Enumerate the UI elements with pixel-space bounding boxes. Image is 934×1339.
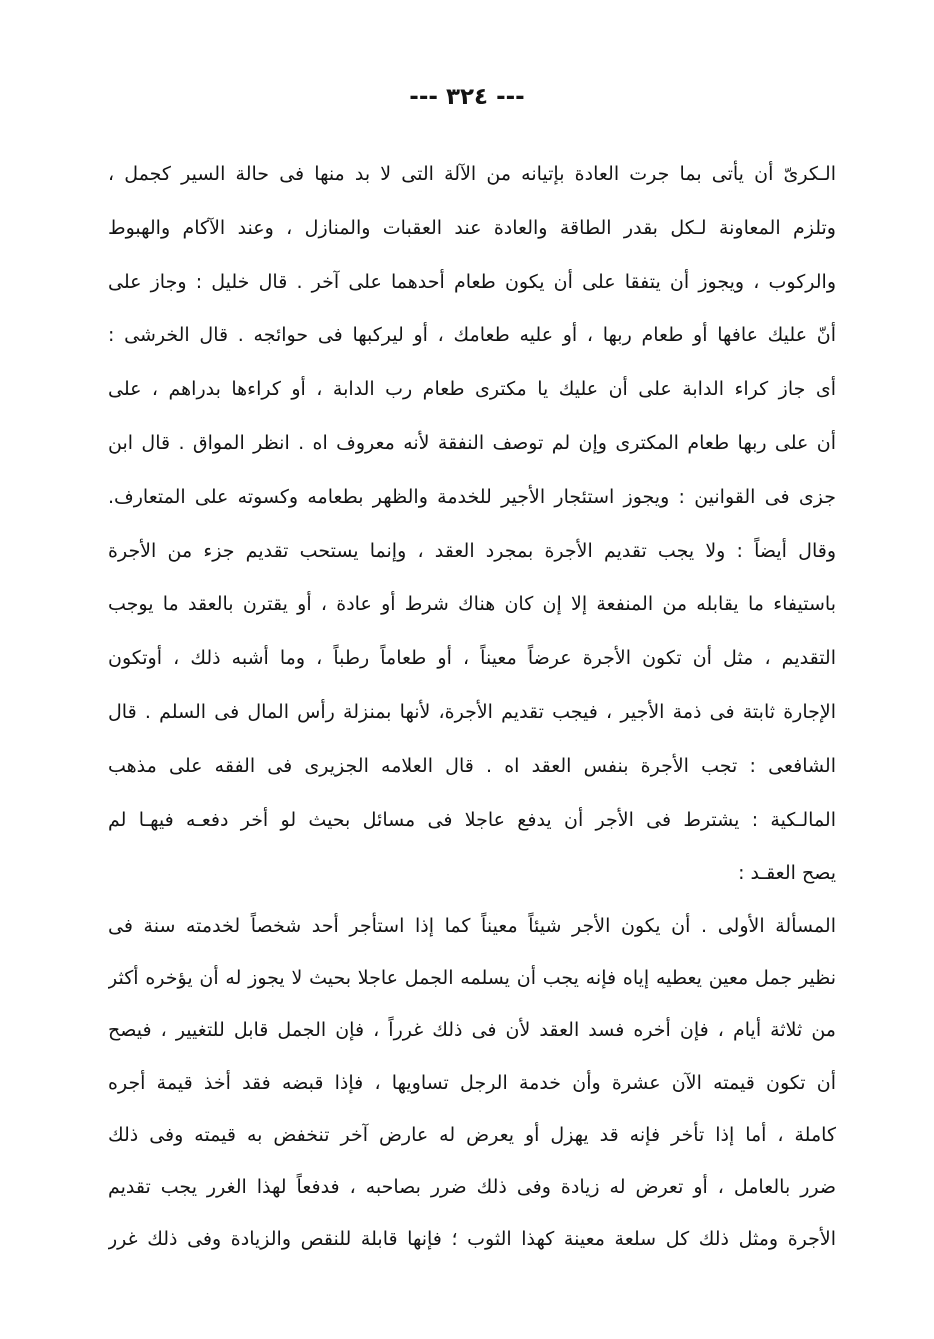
text-line: أنّ عليك عافها أو طعام ربها ، أو عليه طعامك ، أو ليركبها فى حوائجه . قال الخرشى : bbox=[108, 324, 836, 347]
text-line: وتلزم المعاونة لـكل بقدر الطاقة والعادة عند العقبات والمنازل ، وعند الآكام والهبوط bbox=[108, 216, 836, 239]
text-line: وقال أيضاً : ولا يجب تقديم الأجرة بمجرد العقد ، وإنما يستحب تقديم جزء من الأجرة bbox=[108, 539, 836, 562]
text-line: باستيفاء ما يقابله من المنفعة إلا إن كان هناك شرط أو عادة ، أو يقترن بالعقد ما يوجب bbox=[108, 593, 836, 616]
text-line: أن تكون قيمته الآن عشرة وأن خدمة الرجل تساويها ، فإذا قبضه فقد أخذ قيمة أجره bbox=[108, 1071, 836, 1094]
text-line: المسألة الأولى . أن يكون الأجر شيئاً معيناً كما إذا استأجر أحد شخصاً لخدمته سنة فى bbox=[108, 915, 836, 937]
text-line: جزى فى القوانين : ويجوز استئجار الأجير للخدمة والظهر بطعامه وكسوته على المتعارف. bbox=[108, 485, 836, 508]
text-line: نظير جمل معين يعطيه إياه فإنه يجب أن يسلمه الجمل عاجلا بحيث لا يجوز له أن يؤخره أكثر bbox=[108, 967, 836, 990]
text-line: التقديم ، مثل أن تكون الأجرة عرضاً معيناً ، أو طعاماً رطباً ، وما أشبه ذلك ، أوتكون bbox=[108, 647, 836, 670]
text-line: الـكرىّ أن يأتى بما جرت العادة بإتيانه من الآلة التى لا بد منها فى حالة السير كجمل ، bbox=[108, 163, 836, 185]
text-line: كاملة ، أما إذا تأخر فإنه قد يهزل أو يعرض له عارض آخر تنخفض به قيمته وفى ذلك bbox=[108, 1123, 836, 1146]
text-line: أن على ربها طعام المكترى وإن لم توصف النفقة لأنه معروف اه . انظر المواق . قال ابن bbox=[108, 431, 836, 454]
text-line: ضرر بالعامل ، أو تعرض له زيادة وفى ذلك ضرر بصاحبه ، فدفعاً لهذا الغرر يجب تقديم bbox=[108, 1175, 836, 1198]
paragraph-2 bbox=[108, 900, 836, 1265]
text-line: من ثلاثة أيام ، فإن أخره فسد العقد لأن فى ذلك غرراً ، فإن الجمل قابل للتغيير ، فيصح bbox=[108, 1019, 836, 1042]
text-line: يصح العقـد : bbox=[738, 862, 836, 885]
page-number-header: --- ٣٢٤ --- bbox=[409, 84, 525, 110]
text-line: الأجرة ومثل ذلك كل سلعة معينة كهذا الثوب ؛ فإنها قابلة للنقص والزيادة وفى ذلك غرر bbox=[108, 1228, 836, 1251]
text-line: والركوب ، ويجوز أن يتفقا على أن يكون طعام أحدهما على آخر . قال خليل : وجاز على bbox=[108, 270, 836, 293]
paragraph-1 bbox=[108, 148, 836, 901]
text-line: المالـكية : يشترط فى الأجر أن يدفع عاجلا فى مسائل بحيث لو أخر دفعـه فيهـا لم bbox=[108, 808, 836, 831]
text-line: الإجارة ثابتة فى ذمة الأجير ، فيجب تقديم الأجرة، لأنها بمنزلة رأس المال فى السلم . قال bbox=[108, 700, 836, 723]
text-line: أى جاز كراء الدابة على أن عليك يا مكترى طعام رب الدابة ، أو كراءها بدراهم ، على bbox=[108, 378, 836, 401]
text-line: الشافعى : تجب الأجرة بنفس العقد اه . قال العلامه الجزيرى فى الفقه على مذهب bbox=[108, 754, 836, 777]
